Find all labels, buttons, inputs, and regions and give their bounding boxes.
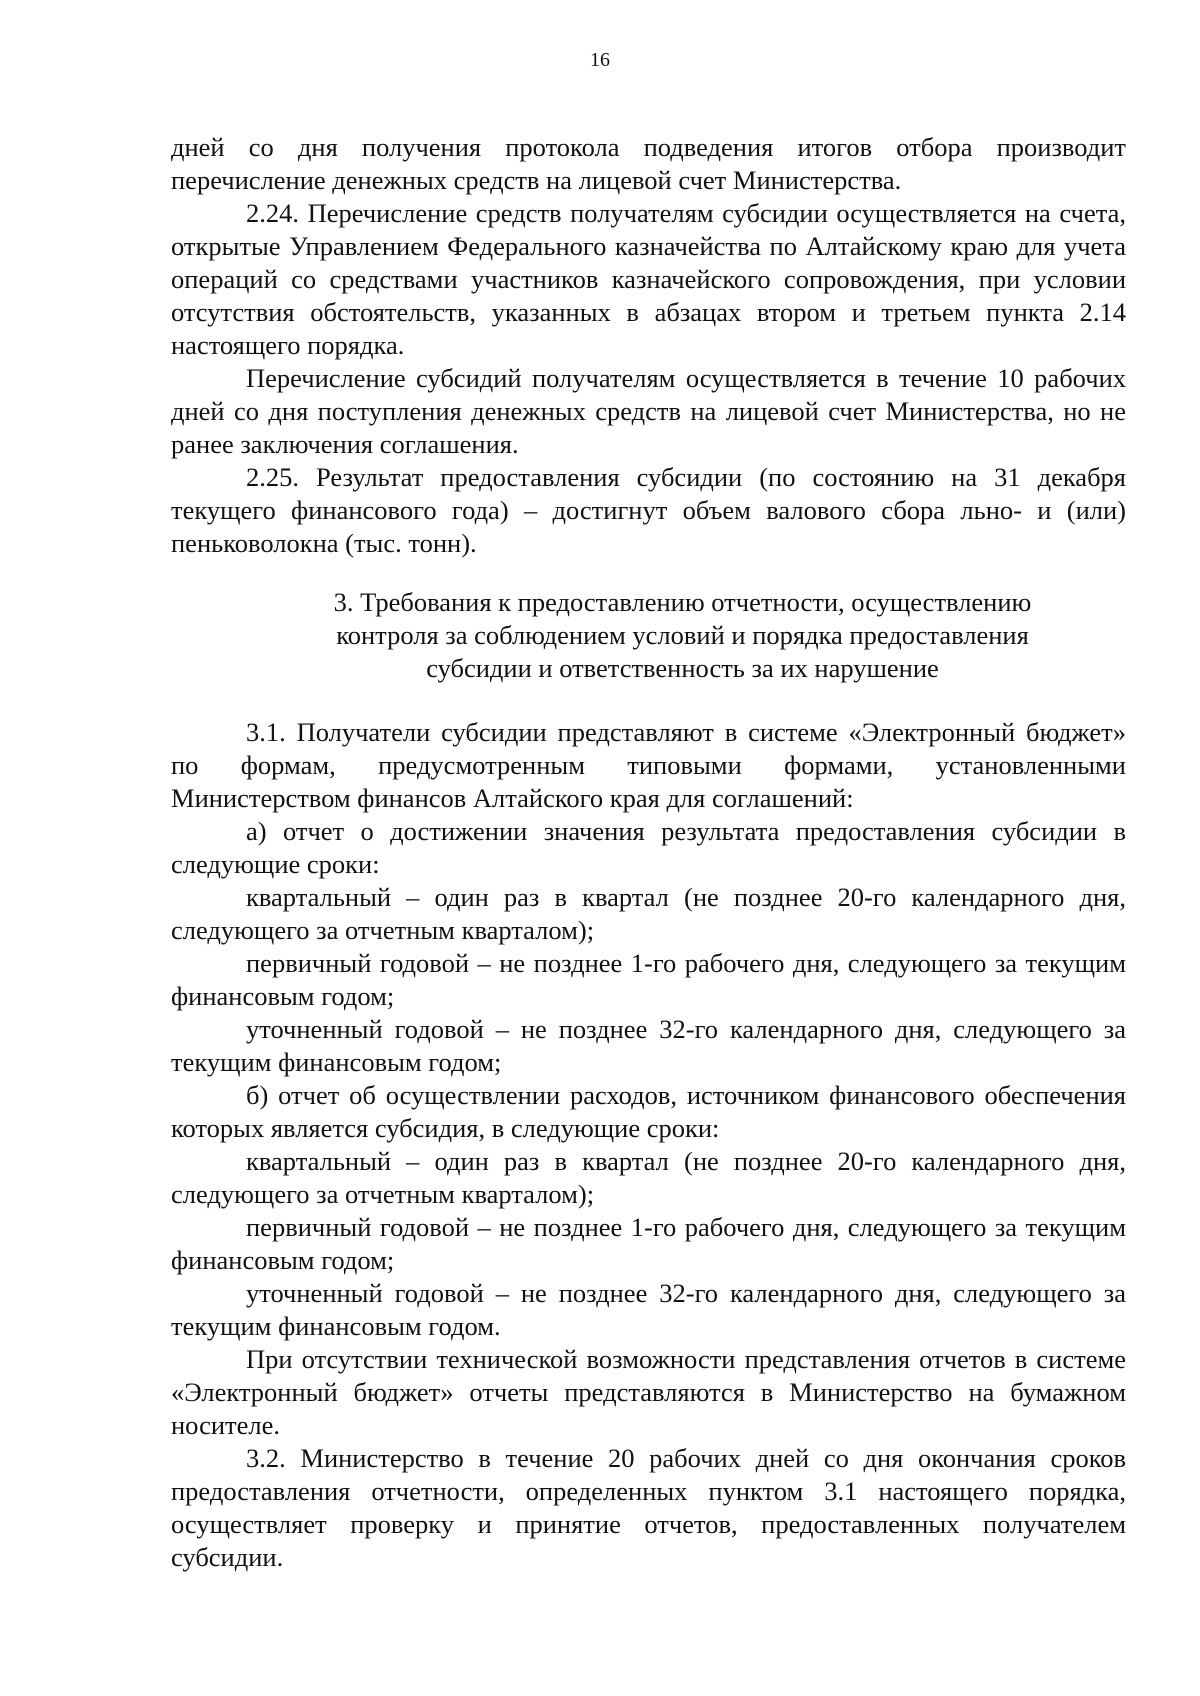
section-3-heading	[171, 586, 1126, 685]
paragraph-2-25: 2.25. Результат предоставления субсидии (по состоянию на 31 декабря текущего финансового года) – достигнут объем валового сбора льно- и (или) пеньковолокна (тыс. тонн).	[171, 462, 1126, 558]
paragraph-a-quarterly: квартальный – один раз в квартал (не позднее 20-го календарного дня, следующего за отчетным кварталом);	[171, 882, 1126, 945]
paragraph-item-a: а) отчет о достижении значения результата предоставления субсидии в следующие сроки:	[171, 816, 1126, 879]
paragraph-3-2: 3.2. Министерство в течение 20 рабочих дней со дня окончания сроков предоставления отчетности, определенных пунктом 3.1 настоящего порядка, осуществляет проверку и принятие отчетов, предоставленных получателем субсидии.	[171, 1443, 1126, 1572]
section-3-heading-line-3: субсидии и ответственность за их нарушение	[426, 653, 939, 683]
document-body	[171, 131, 1126, 1574]
paragraph-3-1: 3.1. Получатели субсидии представляют в системе «Электронный бюджет» по формам, предусмотренным типовыми формами, установленными Министерством финансов Алтайского края для соглашений:	[171, 717, 1126, 813]
paragraph-2-24: 2.24. Перечисление средств получателям субсидии осуществляется на счета, открытые Управлением Федерального казначейства по Алтайскому краю для учета операций со средствами участников казначейского сопровождения, при условии отсутствия обстоятельств, указанных в абзацах втором и третьем пункта 2.14 настоящего порядка.	[171, 198, 1126, 360]
paragraph-a-primary-annual: первичный годовой – не позднее 1-го рабочего дня, следующего за текущим финансовым годом;	[171, 948, 1126, 1011]
section-3-heading-line-1: 3. Требования к предоставлению отчетности, осуществлению	[333, 587, 1032, 617]
paragraph-continuation: дней со дня получения протокола подведения итогов отбора производит перечисление денежных средств на лицевой счет Министерства.	[171, 132, 1126, 195]
paragraph-a-refined-annual: уточненный годовой – не позднее 32-го календарного дня, следующего за текущим финансовым годом;	[171, 1014, 1126, 1077]
paragraph-transfer-terms: Перечисление субсидий получателям осуществляется в течение 10 рабочих дней со дня поступления денежных средств на лицевой счет Министерства, но не ранее заключения соглашения.	[171, 363, 1126, 459]
section-3-heading-line-2: контроля за соблюдением условий и порядка предоставления	[336, 620, 1029, 650]
paragraph-b-quarterly: квартальный – один раз в квартал (не позднее 20-го календарного дня, следующего за отчетным кварталом);	[171, 1146, 1126, 1209]
paragraph-b-refined-annual: уточненный годовой – не позднее 32-го календарного дня, следующего за текущим финансовым годом.	[171, 1278, 1126, 1341]
paragraph-item-b: б) отчет об осуществлении расходов, источником финансового обеспечения которых является субсидия, в следующие сроки:	[171, 1080, 1126, 1143]
paragraph-paper-reports: При отсутствии технической возможности представления отчетов в системе «Электронный бюджет» отчеты представляются в Министерство на бумажном носителе.	[171, 1344, 1126, 1440]
paragraph-b-primary-annual: первичный годовой – не позднее 1-го рабочего дня, следующего за текущим финансовым годом;	[171, 1212, 1126, 1275]
page-number: 16	[590, 49, 610, 71]
